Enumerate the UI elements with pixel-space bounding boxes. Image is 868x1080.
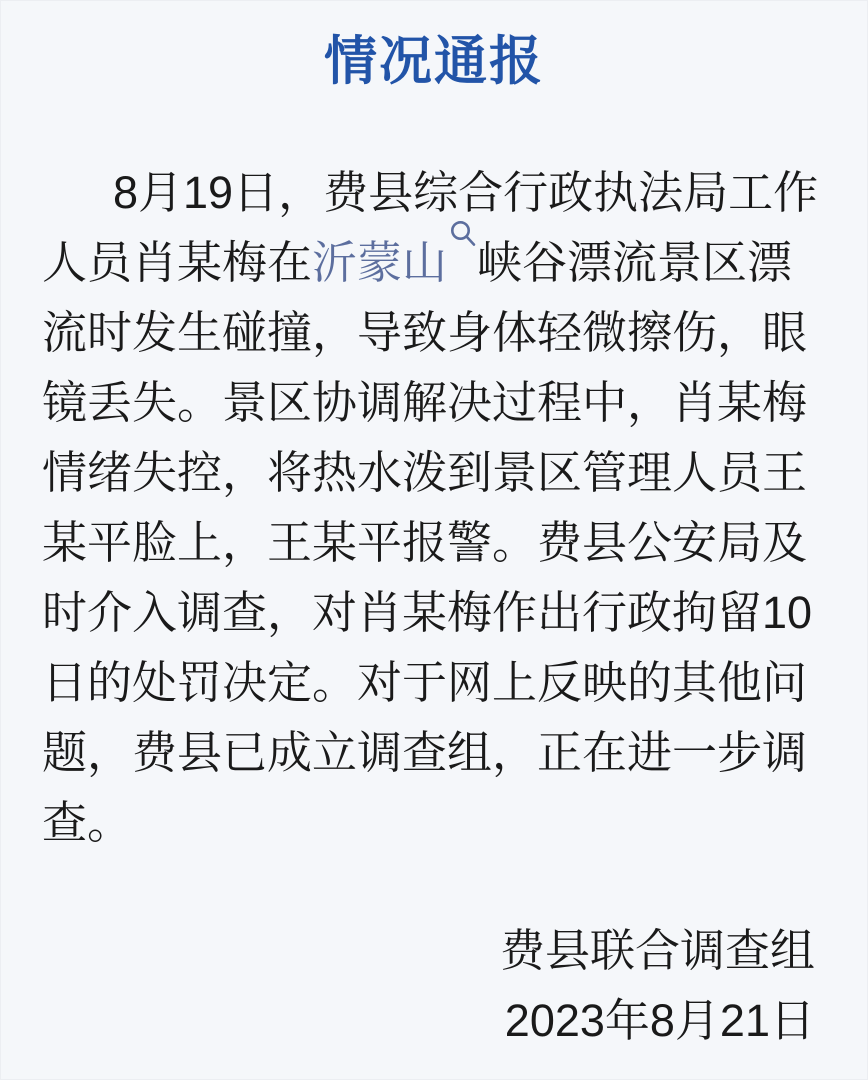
notice-body xyxy=(42,158,836,858)
signature-block xyxy=(0,916,868,1056)
signature-org: 费县联合调查组 xyxy=(499,925,815,976)
body-text-before-link: 8月19日，费县综合行政执法局工作人员肖某梅在 xyxy=(42,167,819,288)
body-text-after-link: 峡谷漂流景区漂流时发生碰撞，导致身体轻微擦伤，眼镜丢失。景区协调解决过程中，肖某梅情绪失控，将热水泼到景区管理人员王某平脸上，王某平报警。费县公安局及时介入调查，对肖某梅作出行政拘留10日的处罚决定。对于网上反映的其他问题，费县已成立调查组，正在进一步调查。 xyxy=(42,237,813,848)
search-icon xyxy=(447,233,477,278)
page-title: 情况通报 xyxy=(324,32,544,91)
entity-link-label: 沂蒙山 xyxy=(312,237,448,288)
yimengshan-entity-link[interactable] xyxy=(312,237,477,288)
signature-date: 2023年8月21日 xyxy=(504,995,815,1046)
